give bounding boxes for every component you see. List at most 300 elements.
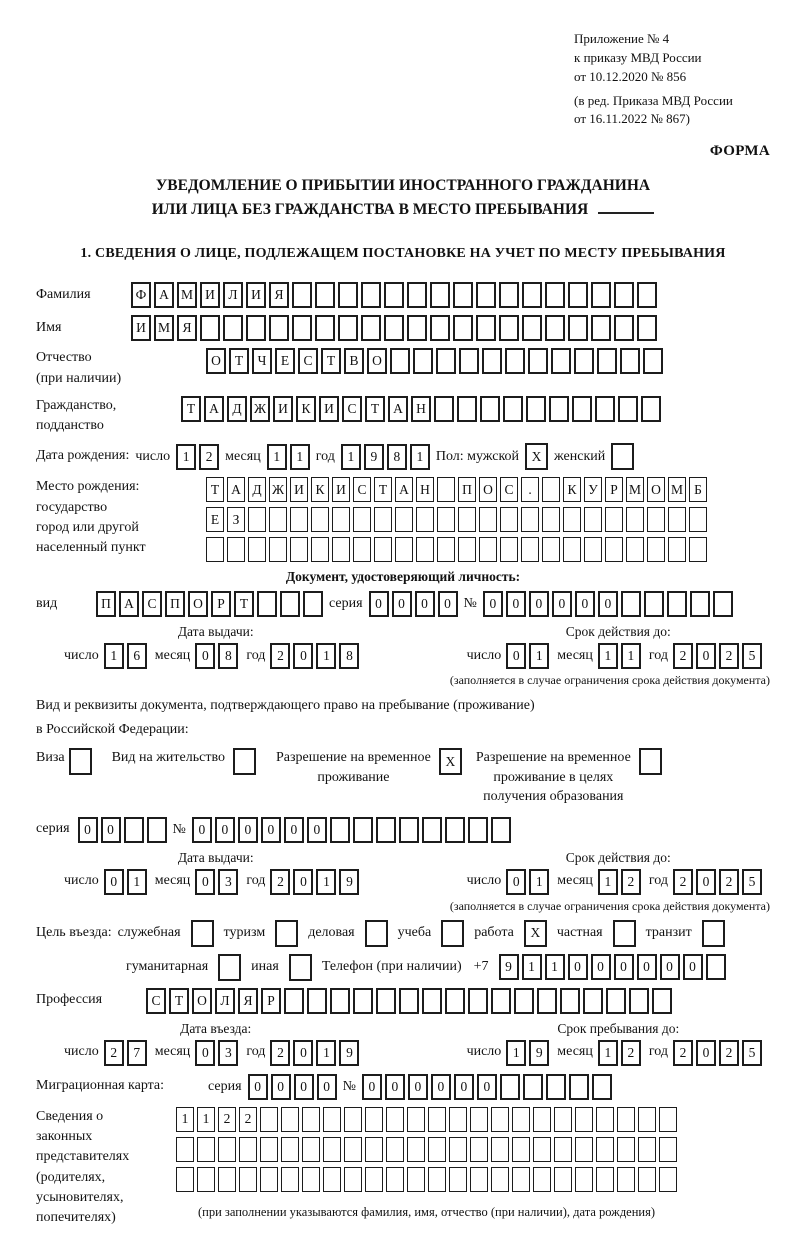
char-cell[interactable] <box>445 988 465 1014</box>
char-cell[interactable] <box>542 477 560 502</box>
char-cell[interactable] <box>480 396 500 422</box>
char-cell[interactable] <box>596 1137 614 1162</box>
char-cell[interactable]: Ж <box>269 477 287 502</box>
char-cell[interactable] <box>521 537 539 562</box>
char-cell[interactable] <box>470 1107 488 1132</box>
char-cell[interactable]: С <box>500 477 518 502</box>
char-cell[interactable]: Т <box>234 591 254 617</box>
char-cell[interactable] <box>591 315 611 341</box>
char-cell[interactable]: 0 <box>431 1074 451 1100</box>
char-cell[interactable] <box>503 396 523 422</box>
purpose-transit-checkbox[interactable] <box>702 920 725 947</box>
doc-issue-month-cells[interactable] <box>195 643 238 669</box>
char-cell[interactable] <box>353 817 373 843</box>
char-cell[interactable]: 2 <box>270 869 290 895</box>
char-cell[interactable] <box>584 507 602 532</box>
char-cell[interactable] <box>614 282 634 308</box>
char-cell[interactable] <box>330 988 350 1014</box>
char-cell[interactable]: О <box>192 988 212 1014</box>
char-cell[interactable]: 9 <box>339 1040 359 1066</box>
char-cell[interactable] <box>281 1107 299 1132</box>
char-cell[interactable] <box>197 1167 215 1192</box>
char-cell[interactable]: И <box>200 282 220 308</box>
char-cell[interactable]: С <box>342 396 362 422</box>
char-cell[interactable]: 0 <box>215 817 235 843</box>
char-cell[interactable] <box>470 1137 488 1162</box>
char-cell[interactable] <box>206 537 224 562</box>
char-cell[interactable] <box>629 988 649 1014</box>
char-cell[interactable]: Ф <box>131 282 151 308</box>
char-cell[interactable]: X <box>524 920 547 947</box>
char-cell[interactable]: 3 <box>218 869 238 895</box>
char-cell[interactable]: 2 <box>199 444 219 470</box>
char-cell[interactable]: 0 <box>284 817 304 843</box>
char-cell[interactable] <box>575 1137 593 1162</box>
char-cell[interactable]: 1 <box>316 643 336 669</box>
char-cell[interactable] <box>218 954 241 981</box>
char-cell[interactable] <box>197 1137 215 1162</box>
char-cell[interactable]: 0 <box>385 1074 405 1100</box>
char-cell[interactable]: К <box>311 477 329 502</box>
char-cell[interactable] <box>592 1074 612 1100</box>
char-cell[interactable]: 1 <box>621 643 641 669</box>
char-cell[interactable] <box>614 315 634 341</box>
char-cell[interactable]: 1 <box>598 643 618 669</box>
char-cell[interactable] <box>549 396 569 422</box>
char-cell[interactable] <box>407 1167 425 1192</box>
char-cell[interactable] <box>147 817 167 843</box>
char-cell[interactable]: X <box>439 748 462 775</box>
char-cell[interactable] <box>500 1074 520 1100</box>
char-cell[interactable] <box>218 1167 236 1192</box>
char-cell[interactable] <box>302 1167 320 1192</box>
char-cell[interactable]: А <box>204 396 224 422</box>
char-cell[interactable] <box>563 507 581 532</box>
permit-valid-month-cells[interactable] <box>598 869 641 895</box>
char-cell[interactable] <box>407 1137 425 1162</box>
char-cell[interactable] <box>280 591 300 617</box>
char-cell[interactable] <box>482 348 502 374</box>
char-cell[interactable] <box>246 315 266 341</box>
char-cell[interactable]: 0 <box>696 1040 716 1066</box>
char-cell[interactable] <box>449 1107 467 1132</box>
char-cell[interactable]: 0 <box>637 954 657 980</box>
char-cell[interactable]: А <box>154 282 174 308</box>
char-cell[interactable]: И <box>319 396 339 422</box>
char-cell[interactable] <box>526 396 546 422</box>
char-cell[interactable]: 0 <box>696 643 716 669</box>
char-cell[interactable] <box>365 1137 383 1162</box>
char-cell[interactable]: Р <box>211 591 231 617</box>
char-cell[interactable]: 0 <box>415 591 435 617</box>
char-cell[interactable]: А <box>395 477 413 502</box>
char-cell[interactable]: А <box>388 396 408 422</box>
char-cell[interactable]: 0 <box>438 591 458 617</box>
char-cell[interactable]: 0 <box>307 817 327 843</box>
char-cell[interactable]: О <box>479 477 497 502</box>
char-cell[interactable] <box>176 1137 194 1162</box>
char-cell[interactable]: В <box>344 348 364 374</box>
char-cell[interactable] <box>437 507 455 532</box>
char-cell[interactable]: 1 <box>522 954 542 980</box>
char-cell[interactable] <box>652 988 672 1014</box>
char-cell[interactable] <box>667 591 687 617</box>
char-cell[interactable] <box>353 988 373 1014</box>
char-cell[interactable]: 0 <box>317 1074 337 1100</box>
char-cell[interactable]: 2 <box>673 643 693 669</box>
char-cell[interactable] <box>289 954 312 981</box>
char-cell[interactable]: 5 <box>742 869 762 895</box>
char-cell[interactable]: 2 <box>621 1040 641 1066</box>
char-cell[interactable] <box>218 1137 236 1162</box>
char-cell[interactable]: 1 <box>267 444 287 470</box>
char-cell[interactable] <box>638 1107 656 1132</box>
char-cell[interactable]: Е <box>206 507 224 532</box>
char-cell[interactable] <box>323 1107 341 1132</box>
char-cell[interactable] <box>569 1074 589 1100</box>
char-cell[interactable]: 0 <box>104 869 124 895</box>
char-cell[interactable]: К <box>296 396 316 422</box>
char-cell[interactable] <box>644 591 664 617</box>
char-cell[interactable]: 0 <box>293 869 313 895</box>
char-cell[interactable]: Ж <box>250 396 270 422</box>
char-cell[interactable]: О <box>367 348 387 374</box>
char-cell[interactable] <box>542 537 560 562</box>
char-cell[interactable] <box>338 315 358 341</box>
char-cell[interactable]: 2 <box>673 869 693 895</box>
char-cell[interactable]: 1 <box>545 954 565 980</box>
char-cell[interactable] <box>353 537 371 562</box>
char-cell[interactable] <box>468 988 488 1014</box>
char-cell[interactable] <box>458 507 476 532</box>
char-cell[interactable] <box>668 537 686 562</box>
char-cell[interactable] <box>437 477 455 502</box>
char-cell[interactable] <box>436 348 456 374</box>
char-cell[interactable]: П <box>96 591 116 617</box>
char-cell[interactable]: Т <box>374 477 392 502</box>
char-cell[interactable] <box>344 1107 362 1132</box>
char-cell[interactable]: И <box>273 396 293 422</box>
char-cell[interactable] <box>399 988 419 1014</box>
char-cell[interactable]: 1 <box>104 643 124 669</box>
char-cell[interactable] <box>290 507 308 532</box>
char-cell[interactable]: 0 <box>454 1074 474 1100</box>
char-cell[interactable] <box>638 1137 656 1162</box>
birthplace-cells-row2[interactable] <box>206 507 707 532</box>
visa-checkbox[interactable] <box>69 748 92 775</box>
char-cell[interactable] <box>302 1107 320 1132</box>
char-cell[interactable] <box>706 954 726 980</box>
char-cell[interactable] <box>422 988 442 1014</box>
char-cell[interactable] <box>386 1107 404 1132</box>
char-cell[interactable] <box>365 1107 383 1132</box>
char-cell[interactable] <box>441 920 464 947</box>
char-cell[interactable] <box>617 1167 635 1192</box>
char-cell[interactable] <box>323 1137 341 1162</box>
profession-cells[interactable] <box>146 988 672 1014</box>
char-cell[interactable]: 2 <box>673 1040 693 1066</box>
temp-permit-edu-checkbox[interactable] <box>639 748 662 775</box>
char-cell[interactable]: 1 <box>197 1107 215 1132</box>
permit-issue-day-cells[interactable] <box>104 869 147 895</box>
char-cell[interactable] <box>626 507 644 532</box>
char-cell[interactable] <box>639 748 662 775</box>
char-cell[interactable] <box>545 315 565 341</box>
char-cell[interactable]: 2 <box>621 869 641 895</box>
char-cell[interactable] <box>659 1137 677 1162</box>
char-cell[interactable]: 8 <box>218 643 238 669</box>
char-cell[interactable] <box>434 396 454 422</box>
migration-card-series-cells[interactable] <box>248 1074 337 1100</box>
char-cell[interactable]: 1 <box>529 869 549 895</box>
char-cell[interactable]: 0 <box>261 817 281 843</box>
char-cell[interactable]: Т <box>206 477 224 502</box>
char-cell[interactable] <box>453 282 473 308</box>
purpose-humanitarian-checkbox[interactable] <box>218 954 241 981</box>
char-cell[interactable] <box>315 282 335 308</box>
char-cell[interactable] <box>69 748 92 775</box>
char-cell[interactable] <box>269 315 289 341</box>
char-cell[interactable]: 0 <box>195 643 215 669</box>
char-cell[interactable] <box>353 507 371 532</box>
residence-permit-checkbox[interactable] <box>233 748 256 775</box>
char-cell[interactable] <box>395 537 413 562</box>
char-cell[interactable] <box>575 1167 593 1192</box>
char-cell[interactable]: 0 <box>238 817 258 843</box>
char-cell[interactable] <box>257 591 277 617</box>
char-cell[interactable] <box>702 920 725 947</box>
char-cell[interactable] <box>605 537 623 562</box>
char-cell[interactable] <box>568 315 588 341</box>
doc-valid-day-cells[interactable] <box>506 643 549 669</box>
char-cell[interactable]: 2 <box>719 869 739 895</box>
surname-cells[interactable] <box>131 282 657 308</box>
char-cell[interactable]: Л <box>223 282 243 308</box>
char-cell[interactable]: 1 <box>341 444 361 470</box>
patronymic-cells[interactable] <box>206 348 663 374</box>
char-cell[interactable]: 3 <box>218 1040 238 1066</box>
purpose-official-checkbox[interactable] <box>191 920 214 947</box>
char-cell[interactable]: И <box>246 282 266 308</box>
char-cell[interactable] <box>554 1107 572 1132</box>
char-cell[interactable]: 2 <box>270 1040 290 1066</box>
representatives-cells-row1[interactable] <box>176 1107 677 1132</box>
char-cell[interactable] <box>457 396 477 422</box>
char-cell[interactable] <box>533 1167 551 1192</box>
char-cell[interactable] <box>596 1167 614 1192</box>
char-cell[interactable] <box>560 988 580 1014</box>
char-cell[interactable] <box>500 507 518 532</box>
char-cell[interactable] <box>522 315 542 341</box>
char-cell[interactable] <box>407 1107 425 1132</box>
char-cell[interactable]: Т <box>181 396 201 422</box>
doc-number-cells[interactable] <box>483 591 733 617</box>
char-cell[interactable] <box>386 1167 404 1192</box>
permit-valid-day-cells[interactable] <box>506 869 549 895</box>
char-cell[interactable] <box>338 282 358 308</box>
char-cell[interactable] <box>361 315 381 341</box>
char-cell[interactable] <box>605 507 623 532</box>
char-cell[interactable] <box>468 817 488 843</box>
char-cell[interactable]: 1 <box>598 869 618 895</box>
char-cell[interactable]: 0 <box>683 954 703 980</box>
char-cell[interactable] <box>689 507 707 532</box>
char-cell[interactable] <box>437 537 455 562</box>
char-cell[interactable] <box>281 1137 299 1162</box>
doc-issue-year-cells[interactable] <box>270 643 359 669</box>
char-cell[interactable] <box>568 282 588 308</box>
char-cell[interactable]: 0 <box>614 954 634 980</box>
doc-issue-day-cells[interactable] <box>104 643 147 669</box>
char-cell[interactable] <box>595 396 615 422</box>
char-cell[interactable]: Т <box>229 348 249 374</box>
char-cell[interactable] <box>523 1074 543 1100</box>
char-cell[interactable] <box>647 507 665 532</box>
char-cell[interactable]: 0 <box>293 1040 313 1066</box>
char-cell[interactable]: С <box>298 348 318 374</box>
char-cell[interactable] <box>618 396 638 422</box>
char-cell[interactable]: П <box>165 591 185 617</box>
char-cell[interactable]: М <box>626 477 644 502</box>
char-cell[interactable]: 9 <box>364 444 384 470</box>
char-cell[interactable] <box>554 1137 572 1162</box>
char-cell[interactable] <box>365 1167 383 1192</box>
char-cell[interactable] <box>554 1167 572 1192</box>
char-cell[interactable]: С <box>353 477 371 502</box>
char-cell[interactable]: 1 <box>316 1040 336 1066</box>
char-cell[interactable] <box>307 988 327 1014</box>
char-cell[interactable] <box>233 748 256 775</box>
char-cell[interactable]: 0 <box>392 591 412 617</box>
char-cell[interactable] <box>713 591 733 617</box>
char-cell[interactable]: Я <box>269 282 289 308</box>
char-cell[interactable]: О <box>206 348 226 374</box>
char-cell[interactable]: Л <box>215 988 235 1014</box>
entry-month-cells[interactable] <box>195 1040 238 1066</box>
birth-month-cells[interactable] <box>267 444 310 470</box>
char-cell[interactable]: И <box>332 477 350 502</box>
char-cell[interactable] <box>546 1074 566 1100</box>
char-cell[interactable]: Н <box>416 477 434 502</box>
char-cell[interactable]: 6 <box>127 643 147 669</box>
char-cell[interactable]: О <box>647 477 665 502</box>
stay-month-cells[interactable] <box>598 1040 641 1066</box>
char-cell[interactable]: 2 <box>719 1040 739 1066</box>
char-cell[interactable] <box>606 988 626 1014</box>
char-cell[interactable] <box>365 920 388 947</box>
char-cell[interactable] <box>376 988 396 1014</box>
char-cell[interactable] <box>374 507 392 532</box>
char-cell[interactable] <box>637 282 657 308</box>
char-cell[interactable]: 0 <box>552 591 572 617</box>
char-cell[interactable] <box>617 1107 635 1132</box>
char-cell[interactable]: У <box>584 477 602 502</box>
char-cell[interactable] <box>476 315 496 341</box>
sex-female-checkbox[interactable] <box>611 443 634 470</box>
doc-type-cells[interactable] <box>96 591 323 617</box>
char-cell[interactable] <box>647 537 665 562</box>
birthplace-cells-row1[interactable] <box>206 477 707 502</box>
char-cell[interactable] <box>545 282 565 308</box>
char-cell[interactable] <box>269 537 287 562</box>
char-cell[interactable]: 0 <box>195 869 215 895</box>
char-cell[interactable] <box>611 443 634 470</box>
char-cell[interactable]: 8 <box>387 444 407 470</box>
char-cell[interactable] <box>330 817 350 843</box>
char-cell[interactable] <box>361 282 381 308</box>
char-cell[interactable]: 2 <box>104 1040 124 1066</box>
char-cell[interactable]: Е <box>275 348 295 374</box>
char-cell[interactable]: И <box>131 315 151 341</box>
char-cell[interactable]: Я <box>177 315 197 341</box>
char-cell[interactable]: М <box>668 477 686 502</box>
char-cell[interactable]: 0 <box>660 954 680 980</box>
char-cell[interactable]: Я <box>238 988 258 1014</box>
birth-year-cells[interactable] <box>341 444 430 470</box>
char-cell[interactable] <box>491 1107 509 1132</box>
char-cell[interactable] <box>459 348 479 374</box>
char-cell[interactable]: Б <box>689 477 707 502</box>
representatives-cells-row3[interactable] <box>176 1167 677 1192</box>
char-cell[interactable]: С <box>142 591 162 617</box>
char-cell[interactable] <box>563 537 581 562</box>
char-cell[interactable]: А <box>227 477 245 502</box>
char-cell[interactable] <box>239 1137 257 1162</box>
char-cell[interactable] <box>332 537 350 562</box>
char-cell[interactable]: 0 <box>696 869 716 895</box>
char-cell[interactable]: 8 <box>339 643 359 669</box>
char-cell[interactable] <box>227 537 245 562</box>
char-cell[interactable] <box>407 315 427 341</box>
char-cell[interactable] <box>574 348 594 374</box>
char-cell[interactable] <box>537 988 557 1014</box>
migration-card-number-cells[interactable] <box>362 1074 612 1100</box>
char-cell[interactable]: 0 <box>192 817 212 843</box>
char-cell[interactable] <box>176 1167 194 1192</box>
char-cell[interactable] <box>449 1167 467 1192</box>
char-cell[interactable]: 1 <box>529 643 549 669</box>
char-cell[interactable] <box>512 1107 530 1132</box>
char-cell[interactable] <box>617 1137 635 1162</box>
char-cell[interactable] <box>449 1137 467 1162</box>
doc-valid-month-cells[interactable] <box>598 643 641 669</box>
char-cell[interactable] <box>284 988 304 1014</box>
char-cell[interactable]: 9 <box>529 1040 549 1066</box>
char-cell[interactable] <box>453 315 473 341</box>
purpose-work-checkbox[interactable] <box>524 920 547 947</box>
entry-day-cells[interactable] <box>104 1040 147 1066</box>
char-cell[interactable] <box>641 396 661 422</box>
char-cell[interactable] <box>260 1107 278 1132</box>
char-cell[interactable] <box>690 591 710 617</box>
char-cell[interactable] <box>292 315 312 341</box>
char-cell[interactable]: 0 <box>408 1074 428 1100</box>
char-cell[interactable] <box>344 1137 362 1162</box>
char-cell[interactable]: 1 <box>410 444 430 470</box>
char-cell[interactable]: Д <box>227 396 247 422</box>
permit-issue-month-cells[interactable] <box>195 869 238 895</box>
stay-year-cells[interactable] <box>673 1040 762 1066</box>
char-cell[interactable] <box>514 988 534 1014</box>
char-cell[interactable] <box>522 282 542 308</box>
char-cell[interactable]: Н <box>411 396 431 422</box>
char-cell[interactable] <box>269 507 287 532</box>
permit-series-cells[interactable] <box>78 817 167 843</box>
char-cell[interactable] <box>413 348 433 374</box>
purpose-tourism-checkbox[interactable] <box>275 920 298 947</box>
char-cell[interactable]: 0 <box>248 1074 268 1100</box>
char-cell[interactable] <box>399 817 419 843</box>
